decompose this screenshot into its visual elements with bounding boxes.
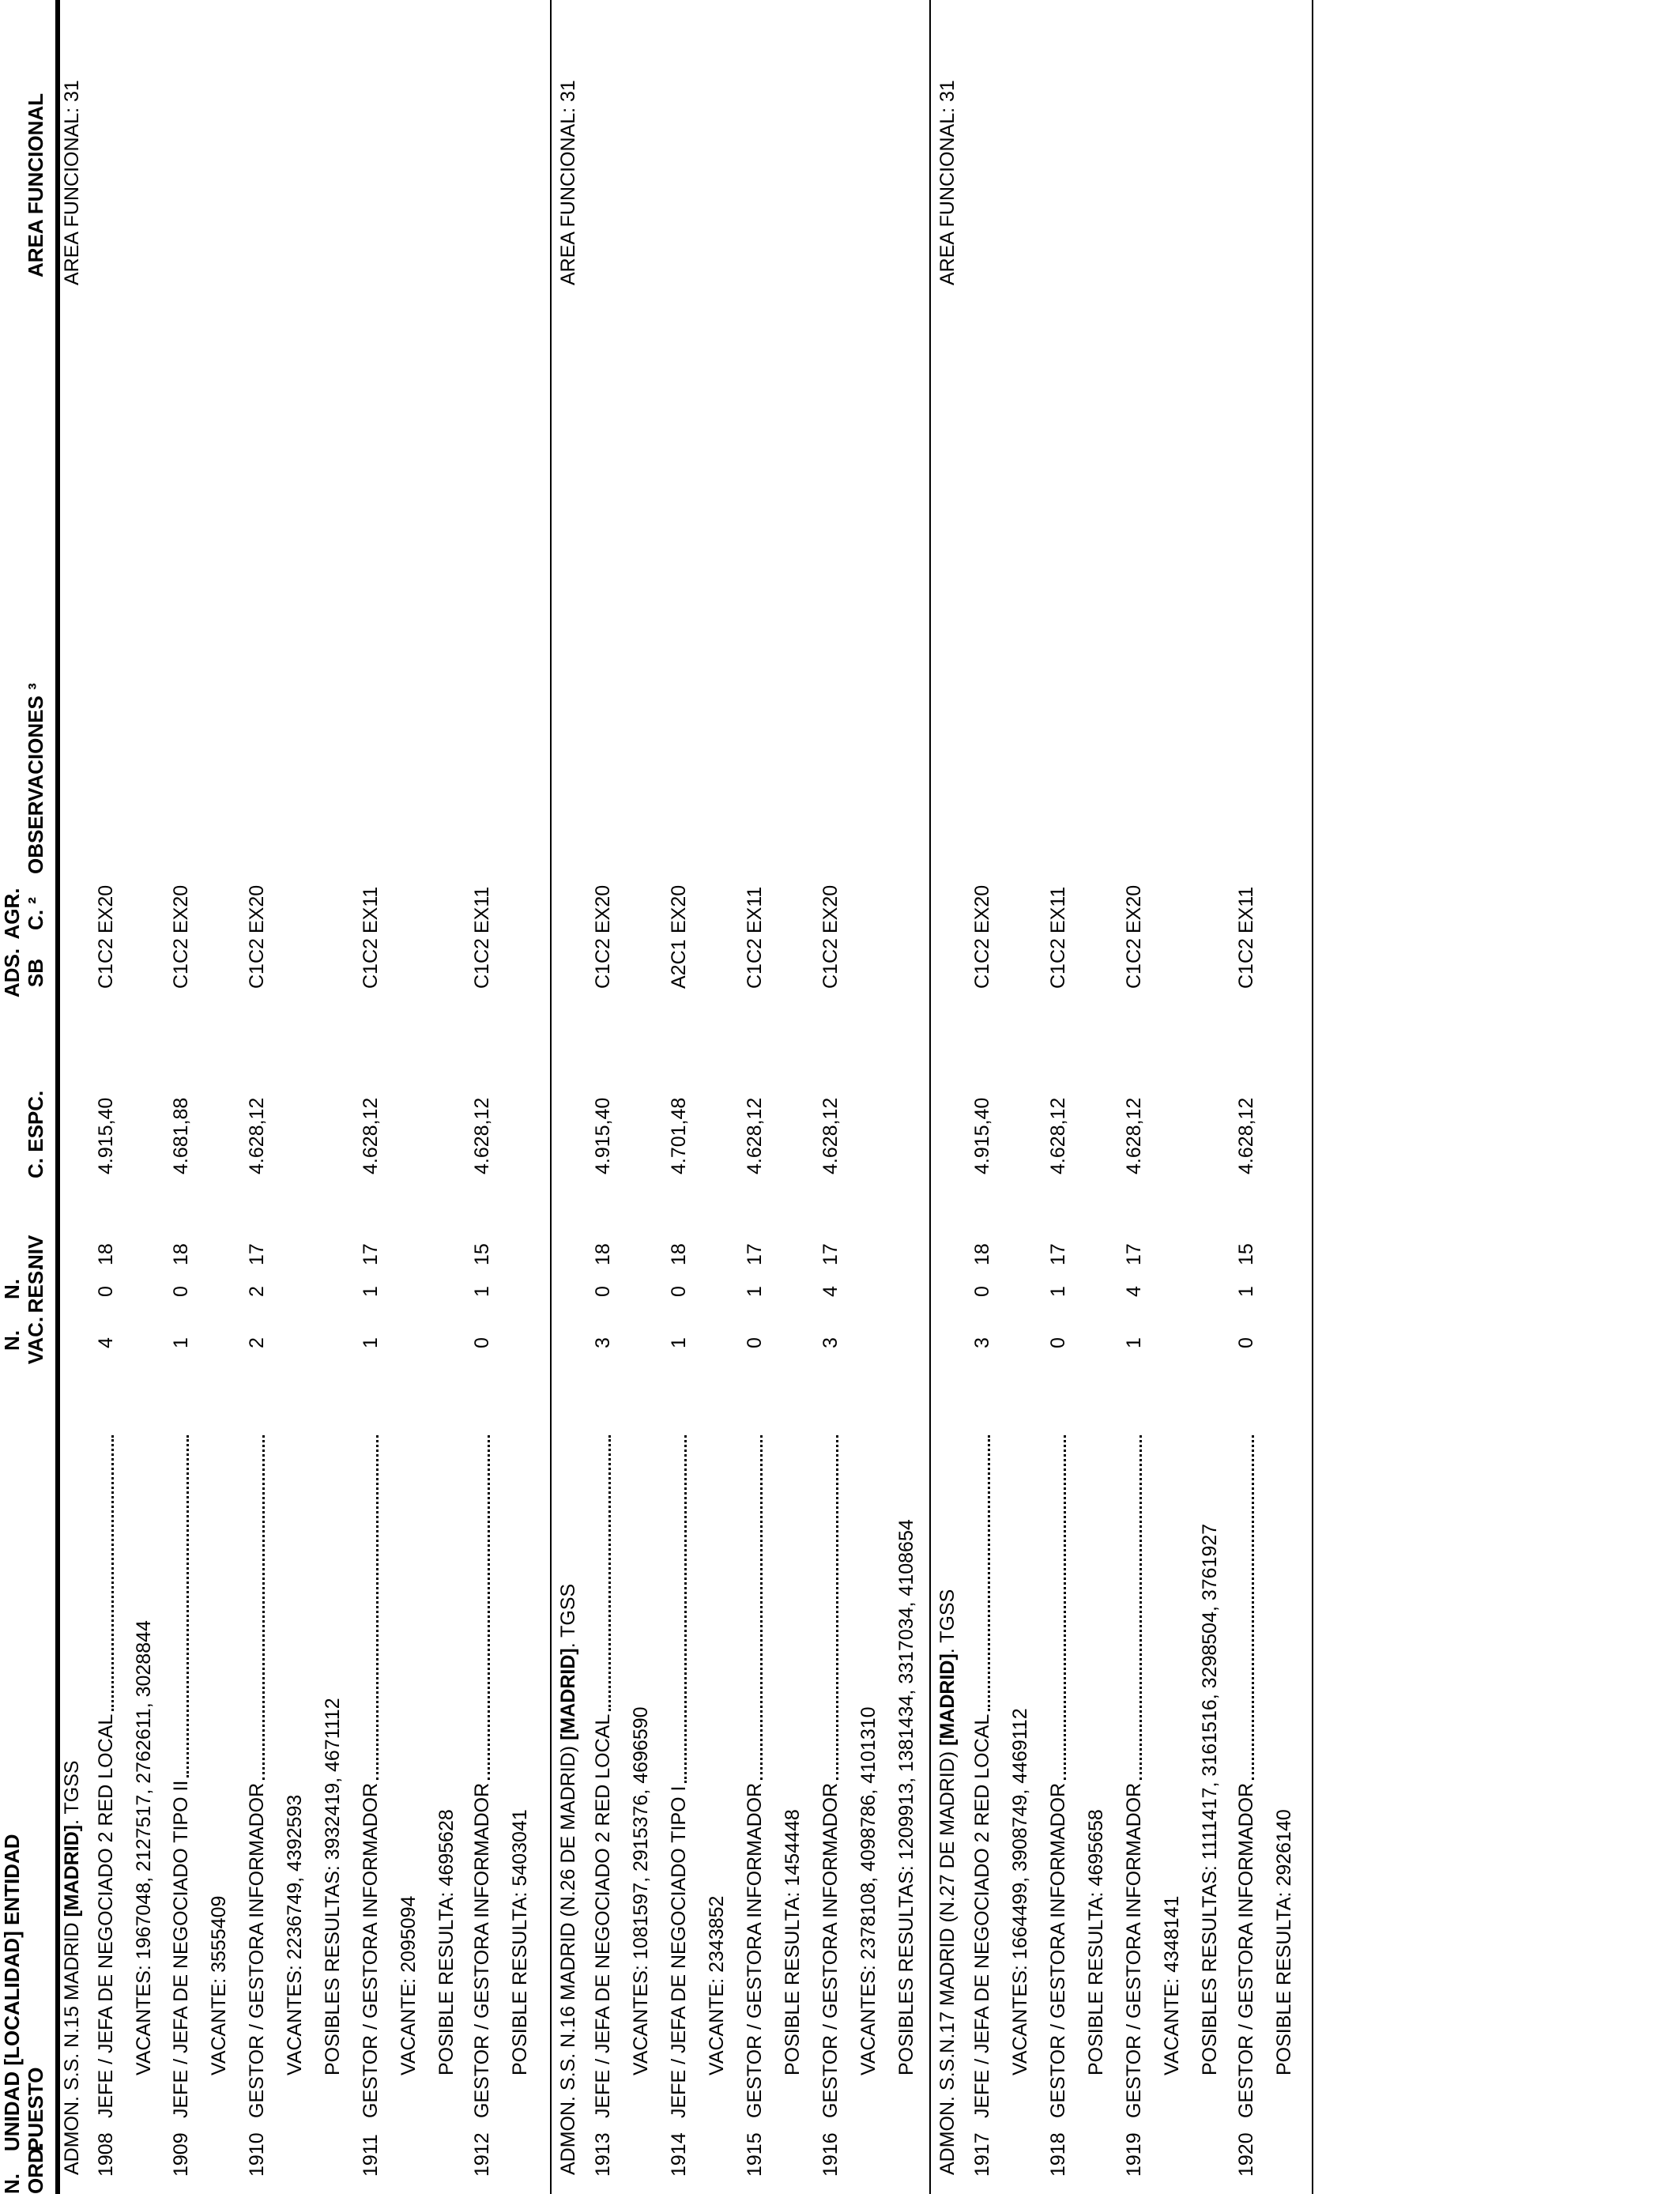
- row-detail: POSIBLE RESULTA: 5403041: [509, 1809, 531, 2075]
- row-n-vac: 1: [170, 1337, 192, 1348]
- row-puesto: JEFE / JEFA DE NEGOCIADO 2 RED LOCAL: [971, 1713, 993, 2118]
- row-c-espc: 4.628,12: [1047, 1097, 1069, 1174]
- row-c-espc: 4.915,40: [592, 1097, 614, 1174]
- row-niv: 15: [471, 1243, 493, 1265]
- row-niv: 18: [592, 1243, 614, 1265]
- header-n-vac: N. VAC.: [0, 1316, 47, 1365]
- row-niv: 17: [1123, 1243, 1145, 1265]
- row-niv: 18: [170, 1243, 192, 1265]
- row-agr-c: EX11: [471, 886, 493, 933]
- row-ord: 1919: [1123, 2132, 1145, 2177]
- row-puesto: GESTOR / GESTORA INFORMADOR: [819, 1782, 842, 2118]
- row-agr-c: EX20: [95, 884, 117, 933]
- row-detail: VACANTE: 2095094: [397, 1895, 420, 2075]
- row-niv: 17: [246, 1243, 268, 1265]
- row-n-vac: 0: [744, 1337, 766, 1348]
- row-n-res: 0: [95, 1286, 117, 1297]
- row-c-espc: 4.915,40: [95, 1097, 117, 1174]
- row-agr-c: EX11: [1235, 886, 1257, 933]
- row-agr-c: EX11: [1047, 886, 1069, 933]
- row-ads-sb: C1C2: [744, 938, 766, 989]
- row-ads-sb: C1C2: [95, 938, 117, 989]
- row-n-vac: 1: [360, 1337, 382, 1348]
- header-agr-c: AGR. C. ²: [0, 888, 47, 940]
- row-c-espc: 4.628,12: [360, 1097, 382, 1174]
- row-niv: 17: [1047, 1243, 1069, 1265]
- row-niv: 18: [95, 1243, 117, 1265]
- header-observaciones: OBSERVACIONES ³: [24, 683, 47, 874]
- row-n-res: 4: [1123, 1286, 1145, 1297]
- row-puesto: JEFE / JEFA DE NEGOCIADO TIPO II: [170, 1780, 192, 2118]
- section-separator: [550, 0, 552, 2194]
- row-n-res: 0: [668, 1286, 690, 1297]
- row-detail: VACANTES: 2378108, 4098786, 4101310: [857, 1706, 880, 2075]
- row-ads-sb: C1C2: [246, 938, 268, 989]
- unit-locality: [MADRID]: [936, 1653, 959, 1746]
- dot-leader: [1252, 1435, 1254, 1780]
- row-detail: VACANTE: 3555409: [208, 1895, 230, 2075]
- row-detail: VACANTE: 2343852: [706, 1895, 728, 2075]
- dot-leader: [836, 1435, 838, 1780]
- row-ord: 1912: [471, 2132, 493, 2177]
- row-puesto: JEFE / JEFA DE NEGOCIADO 2 RED LOCAL: [95, 1713, 117, 2118]
- row-ord: 1920: [1235, 2132, 1257, 2177]
- row-agr-c: EX20: [170, 884, 192, 933]
- dot-leader: [186, 1435, 189, 1777]
- table-bottom-rule: [1312, 0, 1313, 2194]
- row-n-res: 1: [360, 1286, 382, 1297]
- row-c-espc: 4.628,12: [819, 1097, 842, 1174]
- unit-title: [556, 1584, 580, 2175]
- row-detail-secondary: POSIBLES RESULTAS: 1209913, 1381434, 3317034, 4108654: [895, 1519, 917, 2075]
- row-ord: 1911: [360, 2134, 382, 2177]
- header-niv: NIV: [24, 1235, 47, 1269]
- row-c-espc: 4.628,12: [1235, 1097, 1257, 1174]
- row-agr-c: EX20: [971, 884, 993, 933]
- row-detail: VACANTE: 4348141: [1161, 1895, 1183, 2075]
- row-detail: VACANTES: 1081597, 2915376, 4696590: [630, 1706, 652, 2075]
- row-detail: VACANTES: 1967048, 2127517, 2762611, 3028844: [133, 1620, 155, 2075]
- row-agr-c: EX20: [246, 884, 268, 933]
- row-ads-sb: C1C2: [971, 938, 993, 989]
- row-ord: 1914: [668, 2132, 690, 2177]
- row-detail-secondary: POSIBLES RESULTAS: 1111417, 3161516, 3298504, 3761927: [1199, 1523, 1221, 2075]
- unit-title: [936, 1589, 959, 2175]
- row-detail: POSIBLE RESULTA: 2926140: [1273, 1809, 1295, 2075]
- row-niv: 18: [668, 1243, 690, 1265]
- row-ads-sb: C1C2: [1123, 938, 1145, 989]
- row-ads-sb: C1C2: [170, 938, 192, 989]
- row-ord: 1915: [744, 2132, 766, 2177]
- row-c-espc: 4.628,12: [744, 1097, 766, 1174]
- row-puesto: GESTOR / GESTORA INFORMADOR: [246, 1782, 268, 2118]
- row-puesto: GESTOR / GESTORA INFORMADOR: [744, 1782, 766, 2118]
- row-n-res: 0: [170, 1286, 192, 1297]
- header-n-res: N. RES.: [0, 1265, 47, 1314]
- row-c-espc: 4.701,48: [668, 1097, 690, 1174]
- row-detail: VACANTES: 1664499, 3908749, 4469112: [1009, 1708, 1031, 2075]
- row-c-espc: 4.628,12: [246, 1097, 268, 1174]
- row-ads-sb: C1C2: [1235, 938, 1257, 989]
- row-ads-sb: A2C1: [668, 939, 690, 989]
- dot-leader: [376, 1435, 379, 1780]
- row-niv: 17: [819, 1243, 842, 1265]
- row-n-res: 1: [1047, 1286, 1069, 1297]
- row-n-res: 2: [246, 1286, 268, 1297]
- row-puesto: JEFE / JEFA DE NEGOCIADO 2 RED LOCAL: [592, 1713, 614, 2118]
- row-ord: 1910: [246, 2132, 268, 2177]
- row-n-res: 1: [744, 1286, 766, 1297]
- row-ads-sb: C1C2: [360, 938, 382, 989]
- row-puesto: JEFE / JEFA DE NEGOCIADO TIPO I: [668, 1785, 690, 2118]
- row-agr-c: EX20: [592, 884, 614, 933]
- unit-name: ADMON. S.S. N.15 MADRID: [61, 1917, 83, 2175]
- row-n-vac: 2: [246, 1337, 268, 1348]
- header-n-ord: N. ORD.: [0, 2143, 47, 2194]
- row-detail-secondary: POSIBLES RESULTAS: 3932419, 4671112: [322, 1698, 344, 2075]
- row-c-espc: 4.628,12: [471, 1097, 493, 1174]
- area-funcional: AREA FUNCIONAL: 31: [936, 80, 959, 285]
- area-funcional: AREA FUNCIONAL: 31: [61, 80, 83, 285]
- unit-entity: . TGSS: [61, 1760, 83, 1825]
- unit-name: ADMON. S.S. N.16 MADRID (N.26 DE MADRID): [557, 1740, 579, 2175]
- row-ord: 1909: [170, 2132, 192, 2177]
- row-niv: 17: [360, 1243, 382, 1265]
- row-agr-c: EX11: [744, 886, 766, 933]
- row-puesto: GESTOR / GESTORA INFORMADOR: [1235, 1782, 1257, 2118]
- row-n-vac: 1: [668, 1337, 690, 1348]
- row-detail-secondary: POSIBLE RESULTA: 4695628: [435, 1809, 458, 2075]
- row-ord: 1916: [819, 2132, 842, 2177]
- dot-leader: [608, 1435, 611, 1711]
- row-agr-c: EX11: [360, 886, 382, 933]
- row-ads-sb: C1C2: [1047, 938, 1069, 989]
- row-niv: 17: [744, 1243, 766, 1265]
- area-funcional: AREA FUNCIONAL: 31: [557, 80, 579, 285]
- row-n-res: 0: [971, 1286, 993, 1297]
- row-n-vac: 1: [1123, 1337, 1145, 1348]
- row-c-espc: 4.628,12: [1123, 1097, 1145, 1174]
- dot-leader: [1064, 1435, 1066, 1780]
- unit-name: ADMON. S.S.N.17 MADRID (N.27 DE MADRID): [936, 1745, 959, 2175]
- unit-entity: . TGSS: [557, 1583, 579, 1649]
- row-niv: 18: [971, 1243, 993, 1265]
- row-ads-sb: C1C2: [592, 938, 614, 989]
- header-area-funcional: AREA FUNCIONAL: [24, 92, 47, 277]
- dot-leader: [111, 1435, 114, 1711]
- row-ads-sb: C1C2: [471, 938, 493, 989]
- row-n-vac: 3: [971, 1337, 993, 1348]
- row-n-res: 1: [1235, 1286, 1257, 1297]
- row-puesto: GESTOR / GESTORA INFORMADOR: [360, 1782, 382, 2118]
- unit-locality: [MADRID]: [61, 1824, 83, 1917]
- header-ads-sb: ADS. SB: [0, 948, 47, 998]
- row-puesto: GESTOR / GESTORA INFORMADOR: [1047, 1782, 1069, 2118]
- row-puesto: GESTOR / GESTORA INFORMADOR: [1123, 1782, 1145, 2118]
- row-detail: VACANTES: 2236749, 4392593: [284, 1794, 306, 2075]
- row-n-res: 4: [819, 1286, 842, 1297]
- row-puesto: GESTOR / GESTORA INFORMADOR: [471, 1782, 493, 2118]
- row-niv: 15: [1235, 1243, 1257, 1265]
- dot-leader: [488, 1435, 490, 1780]
- row-n-vac: 0: [1235, 1337, 1257, 1348]
- dot-leader: [760, 1435, 763, 1780]
- unit-entity: . TGSS: [936, 1589, 959, 1654]
- dot-leader: [988, 1435, 990, 1711]
- unit-locality: [MADRID]: [557, 1648, 579, 1740]
- row-n-vac: 3: [819, 1337, 842, 1348]
- row-n-vac: 3: [592, 1337, 614, 1348]
- row-detail: POSIBLE RESULTA: 1454448: [782, 1809, 804, 2075]
- header-unidad: UNIDAD [LOCALIDAD] ENTIDAD PUESTO: [0, 1834, 47, 2151]
- unit-title: [60, 1760, 84, 2175]
- row-agr-c: EX20: [1123, 884, 1145, 933]
- header-c-espc: C. ESPC.: [24, 1090, 47, 1178]
- row-n-vac: 0: [471, 1337, 493, 1348]
- dot-leader: [262, 1435, 265, 1780]
- dot-leader: [684, 1435, 687, 1783]
- row-ord: 1913: [592, 2132, 614, 2177]
- row-n-res: 0: [592, 1286, 614, 1297]
- dot-leader: [1139, 1435, 1142, 1780]
- row-agr-c: EX20: [819, 884, 842, 933]
- row-agr-c: EX20: [668, 884, 690, 933]
- row-n-vac: 4: [95, 1337, 117, 1348]
- row-c-espc: 4.915,40: [971, 1097, 993, 1174]
- row-c-espc: 4.681,88: [170, 1097, 192, 1174]
- row-ord: 1917: [971, 2132, 993, 2177]
- row-ord: 1908: [95, 2132, 117, 2177]
- row-detail: POSIBLE RESULTA: 4695658: [1085, 1809, 1107, 2075]
- row-ord: 1918: [1047, 2132, 1069, 2177]
- section-separator: [929, 0, 931, 2194]
- row-ads-sb: C1C2: [819, 938, 842, 989]
- row-n-res: 1: [471, 1286, 493, 1297]
- row-n-vac: 0: [1047, 1337, 1069, 1348]
